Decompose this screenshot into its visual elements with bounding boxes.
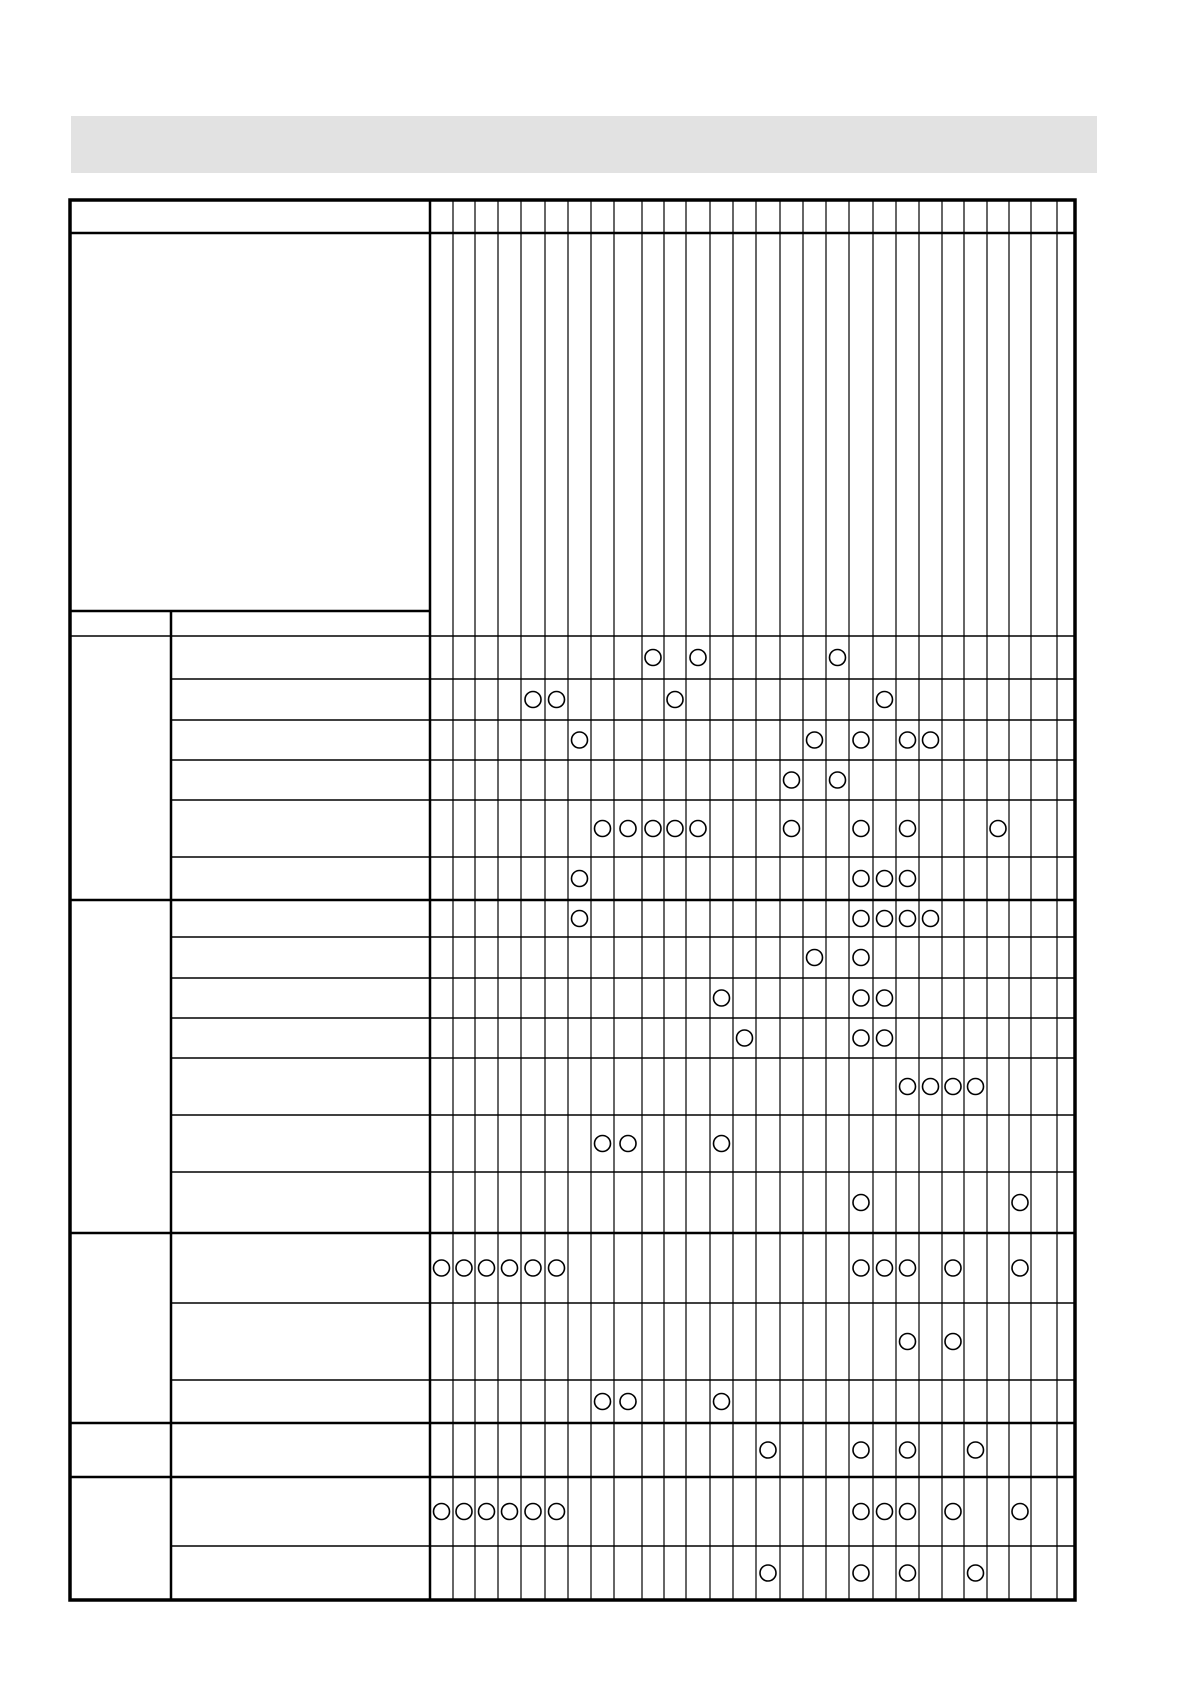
circle-mark <box>595 1394 611 1410</box>
circle-mark <box>595 821 611 837</box>
circle-mark <box>923 732 939 748</box>
circle-mark <box>877 1504 893 1520</box>
circle-mark <box>853 950 869 966</box>
circle-mark <box>502 1260 518 1276</box>
circle-mark <box>572 871 588 887</box>
circle-mark <box>900 732 916 748</box>
circle-mark <box>900 911 916 927</box>
circle-mark <box>900 1260 916 1276</box>
circle-mark <box>900 1504 916 1520</box>
circle-mark <box>572 732 588 748</box>
circle-mark <box>853 821 869 837</box>
circle-mark <box>456 1260 472 1276</box>
circle-mark <box>900 821 916 837</box>
circle-mark <box>667 821 683 837</box>
circle-mark <box>434 1504 450 1520</box>
circle-mark <box>900 1334 916 1350</box>
circle-mark <box>877 1030 893 1046</box>
circle-mark <box>853 871 869 887</box>
circle-mark <box>877 1260 893 1276</box>
circle-mark <box>525 692 541 708</box>
circle-mark <box>877 911 893 927</box>
circle-mark <box>479 1504 495 1520</box>
circle-mark <box>760 1565 776 1581</box>
circle-mark <box>853 1260 869 1276</box>
circle-mark <box>620 1136 636 1152</box>
circle-mark <box>853 732 869 748</box>
circle-mark <box>784 821 800 837</box>
circle-mark <box>1012 1195 1028 1211</box>
circle-mark <box>900 1565 916 1581</box>
circle-mark <box>853 990 869 1006</box>
circle-mark <box>945 1260 961 1276</box>
circle-mark <box>853 1565 869 1581</box>
circle-mark <box>525 1504 541 1520</box>
circle-mark <box>620 821 636 837</box>
circle-mark <box>525 1260 541 1276</box>
circle-mark <box>549 1260 565 1276</box>
circle-mark <box>877 692 893 708</box>
circle-mark <box>456 1504 472 1520</box>
circle-mark <box>760 1442 776 1458</box>
circle-mark <box>945 1504 961 1520</box>
circle-mark <box>900 1442 916 1458</box>
circle-mark <box>620 1394 636 1410</box>
circle-mark <box>853 1442 869 1458</box>
circle-mark <box>595 1136 611 1152</box>
circle-mark <box>645 650 661 666</box>
circle-mark <box>645 821 661 837</box>
circle-mark <box>968 1442 984 1458</box>
circle-mark <box>923 1079 939 1095</box>
circle-mark <box>714 1394 730 1410</box>
circle-mark <box>807 950 823 966</box>
circle-mark <box>945 1079 961 1095</box>
circle-mark <box>853 1195 869 1211</box>
circle-mark <box>900 871 916 887</box>
circle-mark <box>945 1334 961 1350</box>
circle-mark <box>877 990 893 1006</box>
circle-mark <box>714 990 730 1006</box>
circle-mark <box>807 732 823 748</box>
circle-mark <box>968 1565 984 1581</box>
circle-mark <box>968 1079 984 1095</box>
circle-mark <box>737 1030 753 1046</box>
circle-mark <box>853 1504 869 1520</box>
circle-mark <box>572 911 588 927</box>
circle-mark <box>830 650 846 666</box>
circle-mark <box>714 1136 730 1152</box>
circle-mark <box>690 650 706 666</box>
circle-mark <box>690 821 706 837</box>
circle-mark <box>990 821 1006 837</box>
circle-mark <box>549 1504 565 1520</box>
circle-mark <box>479 1260 495 1276</box>
circle-mark <box>502 1504 518 1520</box>
circle-mark <box>549 692 565 708</box>
circle-mark <box>1012 1504 1028 1520</box>
circle-mark <box>434 1260 450 1276</box>
circle-mark <box>667 692 683 708</box>
circle-mark <box>877 871 893 887</box>
circle-mark <box>923 911 939 927</box>
circle-mark <box>900 1079 916 1095</box>
circle-mark <box>1012 1260 1028 1276</box>
circle-mark <box>853 1030 869 1046</box>
circle-mark <box>853 911 869 927</box>
circle-mark <box>784 772 800 788</box>
circle-mark <box>830 772 846 788</box>
